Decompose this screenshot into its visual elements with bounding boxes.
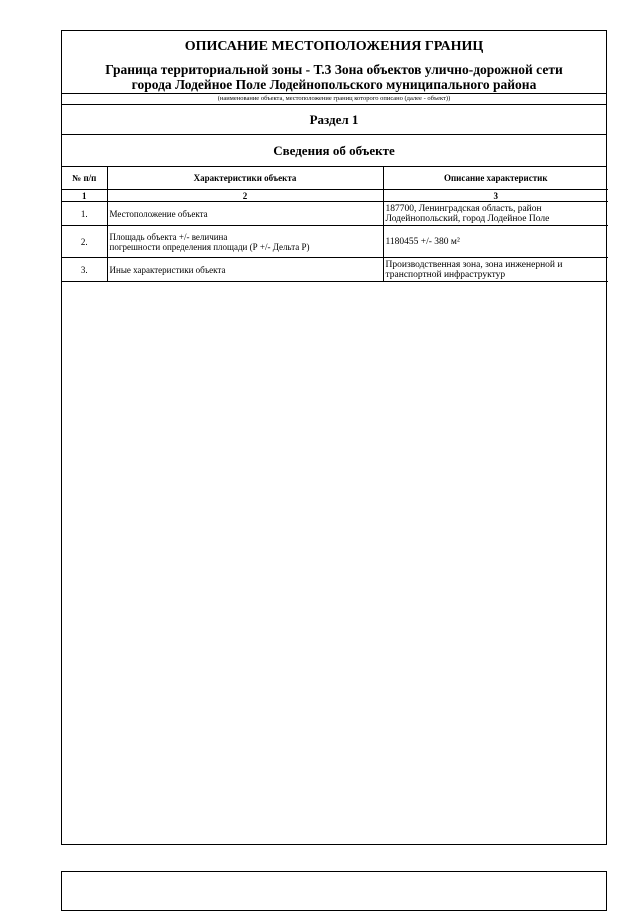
column-number-row <box>62 190 608 202</box>
next-page-frame <box>61 871 607 911</box>
table-row <box>62 258 608 282</box>
row-description <box>383 258 608 282</box>
table-header-row <box>62 167 608 190</box>
column-number-3: 3 <box>383 190 608 202</box>
table-row <box>62 226 608 258</box>
row-characteristic <box>107 226 383 258</box>
header-characteristics: Характеристики объекта <box>107 167 383 190</box>
characteristic-line: Площадь объекта +/- величина <box>109 231 228 242</box>
subtitle-line-2: города Лодейное Поле Лодейнопольского муниципального района <box>131 77 537 92</box>
object-info-heading: Сведения об объекте <box>62 135 606 167</box>
section-title: Раздел 1 <box>62 105 606 135</box>
description-line: транспортной инфраструктур <box>385 269 506 280</box>
row-number: 3. <box>62 258 107 282</box>
characteristic-line: Иные характеристики объекта <box>109 264 226 275</box>
object-info-table <box>62 167 608 282</box>
subtitle-line-1: Граница территориальной зоны - Т.3 Зона объектов улично-дорожной сети <box>105 62 563 77</box>
row-number: 2. <box>62 226 107 258</box>
column-number-2: 2 <box>107 190 383 202</box>
characteristic-line: Местоположение объекта <box>109 208 208 219</box>
table-row <box>62 202 608 226</box>
header-number: № п/п <box>62 167 107 190</box>
description-line: 187700, Ленинградская область, район <box>385 203 542 214</box>
row-characteristic <box>107 258 383 282</box>
characteristic-line: погрешности определения площади (Р +/- Дельта Р) <box>109 241 310 252</box>
document-title: ОПИСАНИЕ МЕСТОПОЛОЖЕНИЯ ГРАНИЦ <box>184 39 484 54</box>
header-description: Описание характеристик <box>383 167 608 190</box>
description-line: 1180455 +/- 380 м² <box>385 236 460 247</box>
column-number-1: 1 <box>62 190 107 202</box>
description-line: Лодейнопольский, город Лодейное Поле <box>385 213 550 224</box>
row-description <box>383 202 608 226</box>
row-description <box>383 226 608 258</box>
description-line: Производственная зона, зона инженерной и <box>385 259 563 270</box>
row-number: 1. <box>62 202 107 226</box>
document-frame <box>61 30 607 845</box>
document-subtitle <box>62 56 606 94</box>
row-characteristic <box>107 202 383 226</box>
object-note: (наименование объекта, местоположение границ которого описано (далее - объект)) <box>62 94 606 105</box>
